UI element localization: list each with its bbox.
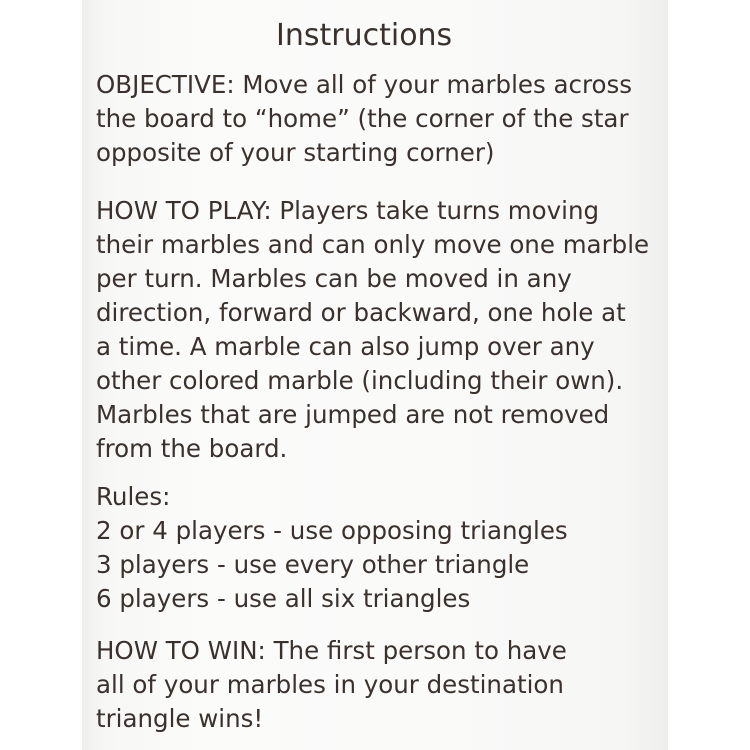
how-to-play-line-3: per turn. Marbles can be moved in any	[96, 264, 572, 293]
page-title: Instructions	[276, 18, 453, 53]
objective-line-2: the board to “home” (the corner of the star	[96, 104, 629, 133]
how-to-play-line-1: HOW TO PLAY: Players take turns moving	[96, 196, 600, 225]
how-to-play-line-2: their marbles and can only move one marble	[96, 230, 650, 259]
objective-line-1: OBJECTIVE: Move all of your marbles across	[96, 70, 633, 99]
how-to-play-line-7: Marbles that are jumped are not removed	[96, 400, 610, 429]
rules-heading: Rules:	[96, 482, 171, 511]
objective-line-3: opposite of your starting corner)	[96, 138, 495, 167]
how-to-win-line-2: all of your marbles in your destination	[96, 670, 564, 699]
how-to-play-line-4: direction, forward or backward, one hole at	[96, 298, 626, 327]
how-to-play-line-8: from the board.	[96, 434, 288, 463]
rules-item-3-players: 3 players - use every other triangle	[96, 550, 530, 579]
rules-item-6-players: 6 players - use all six triangles	[96, 584, 471, 613]
rules-item-2-or-4-players: 2 or 4 players - use opposing triangles	[96, 516, 568, 545]
how-to-play-line-6: other colored marble (including their own).	[96, 366, 624, 395]
how-to-win-line-3: triangle wins!	[96, 704, 264, 733]
how-to-play-line-5: a time. A marble can also jump over any	[96, 332, 595, 361]
how-to-win-line-1: HOW TO WIN: The first person to have	[96, 636, 567, 665]
